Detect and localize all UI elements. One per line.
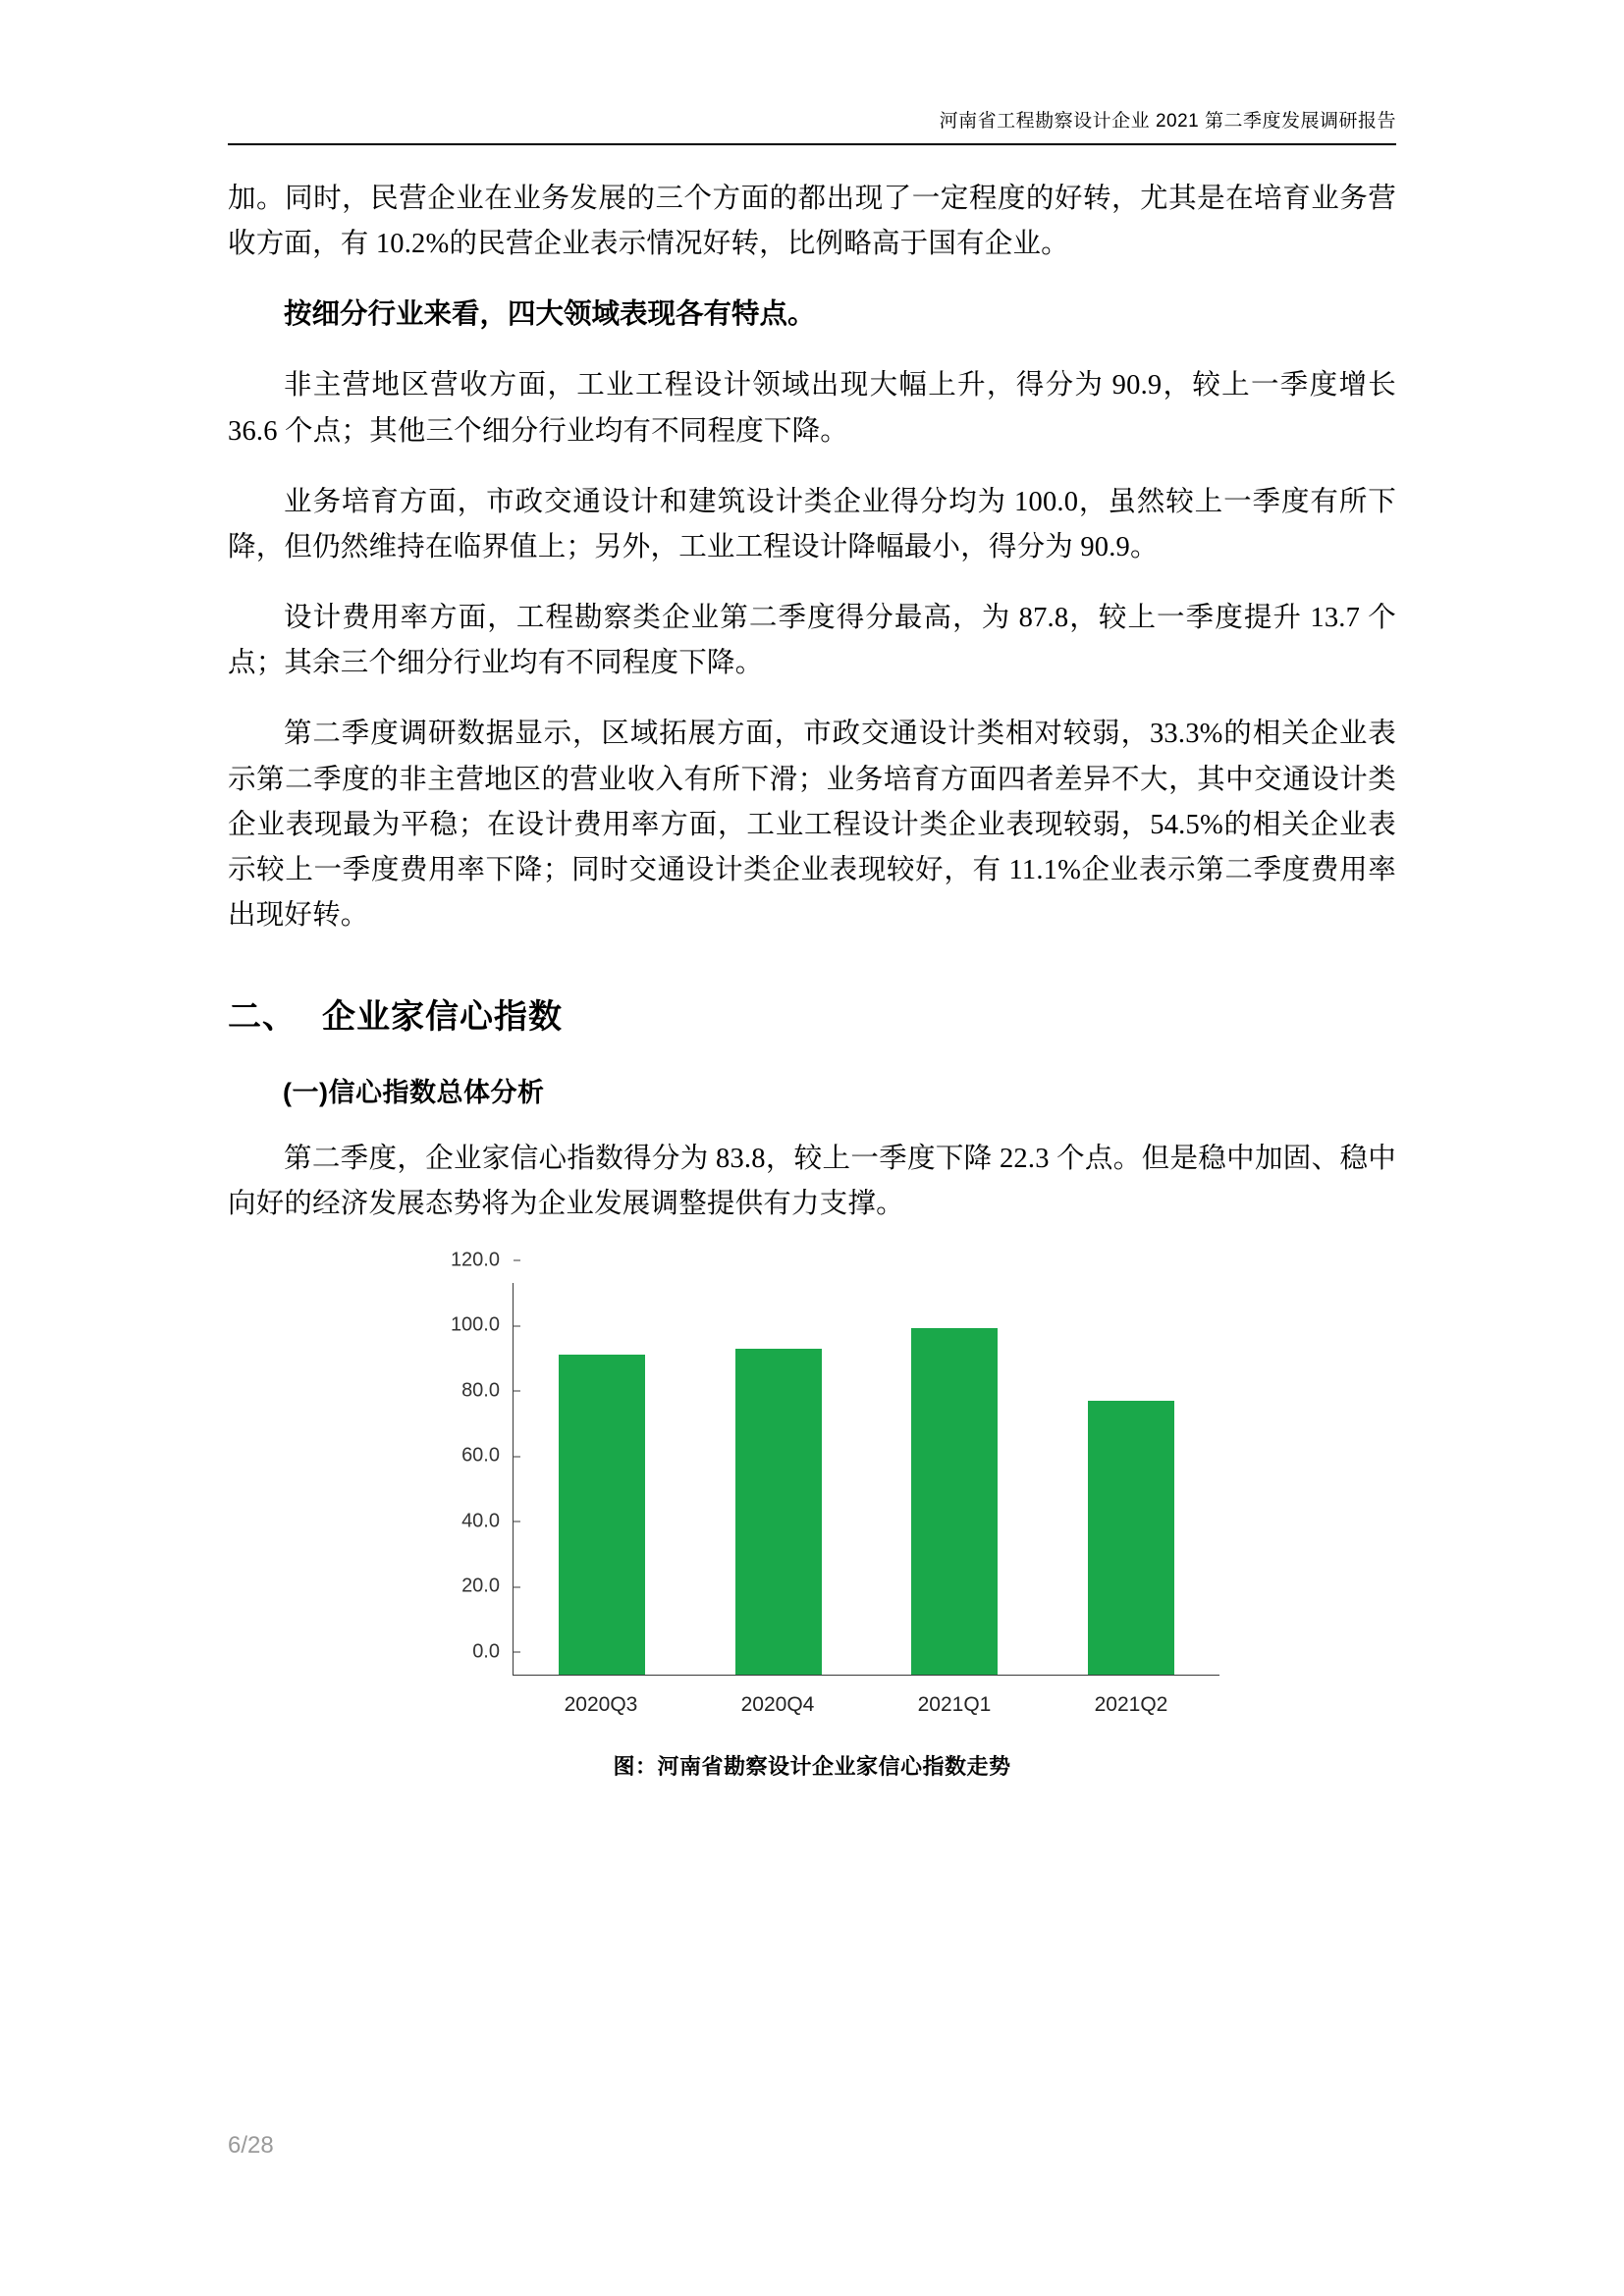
subsection-heading: (一)信心指数总体分析: [283, 1078, 545, 1108]
chart-bar: [735, 1349, 822, 1674]
paragraph-6: 第二季度调研数据显示，区域拓展方面，市政交通设计类相对较弱，33.3%的相关企业表示第二季度的非主营地区的营业收入有所下滑；业务培育方面四者差异不大，其中交通设计类企业表现最为平稳；在设计费用率方面，工业工程设计类企业表现较弱，54.5%的相关企业表示较上一季度费用率下降；同时交通设计类企业表现较好，有 11.1%企业表示第二季度费用率出现好转。: [228, 719, 1396, 932]
chart-y-tick: 60.0: [461, 1445, 514, 1468]
chart-bar-slot: [514, 1283, 690, 1675]
chart-bar-slot: [690, 1283, 867, 1675]
section-number: 二、: [228, 998, 297, 1037]
chart-x-label: 2020Q4: [740, 1692, 815, 1716]
chart-bars: [514, 1283, 1219, 1675]
chart-bar: [1088, 1401, 1174, 1675]
confidence-index-chart: [228, 1249, 1396, 1781]
running-header: 河南省工程勘察设计企业 2021 第二季度发展调研报告: [939, 111, 1396, 132]
chart-y-tick: 120.0: [451, 1249, 514, 1271]
chart-y-tick: 100.0: [451, 1314, 514, 1337]
header-divider: [228, 143, 1396, 145]
chart-tick-mark: [514, 1652, 520, 1653]
page-number: 6/28: [228, 2132, 274, 2159]
chart-y-tick: 20.0: [461, 1575, 514, 1598]
section-title-text: 企业家信心指数: [322, 998, 563, 1037]
chart-tick-mark: [514, 1456, 520, 1457]
paragraph-7: 第二季度，企业家信心指数得分为 83.8，较上一季度下降 22.3 个点。但是稳中加固、稳中向好的经济发展态势将为企业发展调整提供有力支撑。: [228, 1144, 1396, 1220]
paragraph-3: 非主营地区营收方面，工业工程设计领域出现大幅上升，得分为 90.9，较上一季度增长 36.6 个点；其他三个细分行业均有不同程度下降。: [228, 370, 1396, 447]
section-heading: [228, 989, 1396, 1038]
paragraph-1: 加。同时，民营企业在业务发展的三个方面的都出现了一定程度的好转，尤其是在培育业务营收方面，有 10.2%的民营企业表示情况好转，比例略高于国有企业。: [228, 184, 1396, 260]
chart-tick-mark: [514, 1586, 520, 1587]
chart-bar: [911, 1328, 998, 1675]
chart-caption: 图：河南省勘察设计企业家信心指数走势: [613, 1753, 1011, 1779]
chart-x-label: 2021Q2: [1094, 1692, 1168, 1716]
chart-tick-mark: [514, 1391, 520, 1392]
chart-y-tick: 40.0: [461, 1510, 514, 1532]
chart-x-label: 2020Q3: [564, 1692, 638, 1716]
chart-plot: [450, 1249, 1219, 1676]
chart-tick-mark: [514, 1260, 520, 1261]
chart-area: [346, 1249, 1308, 1735]
chart-y-tick: 0.0: [472, 1640, 514, 1663]
chart-bar-slot: [867, 1283, 1044, 1675]
chart-bar-slot: [1043, 1283, 1219, 1675]
chart-bar: [559, 1355, 645, 1674]
chart-y-tick: 80.0: [461, 1379, 514, 1402]
paragraph-2-bold-lead: 按细分行业来看，四大领域表现各有特点。: [284, 299, 816, 331]
chart-x-axis-labels: [513, 1693, 1219, 1717]
chart-tick-mark: [514, 1325, 520, 1326]
paragraph-4: 业务培育方面，市政交通设计和建筑设计类企业得分均为 100.0，虽然较上一季度有所下降，但仍然维持在临界值上；另外，工业工程设计降幅最小，得分为 90.9。: [228, 486, 1396, 562]
chart-x-label: 2021Q1: [917, 1692, 992, 1716]
page-content: [228, 177, 1396, 1781]
paragraph-5: 设计费用率方面，工程勘察类企业第二季度得分最高，为 87.8，较上一季度提升 13.7 个点；其余三个细分行业均有不同程度下降。: [228, 603, 1396, 679]
